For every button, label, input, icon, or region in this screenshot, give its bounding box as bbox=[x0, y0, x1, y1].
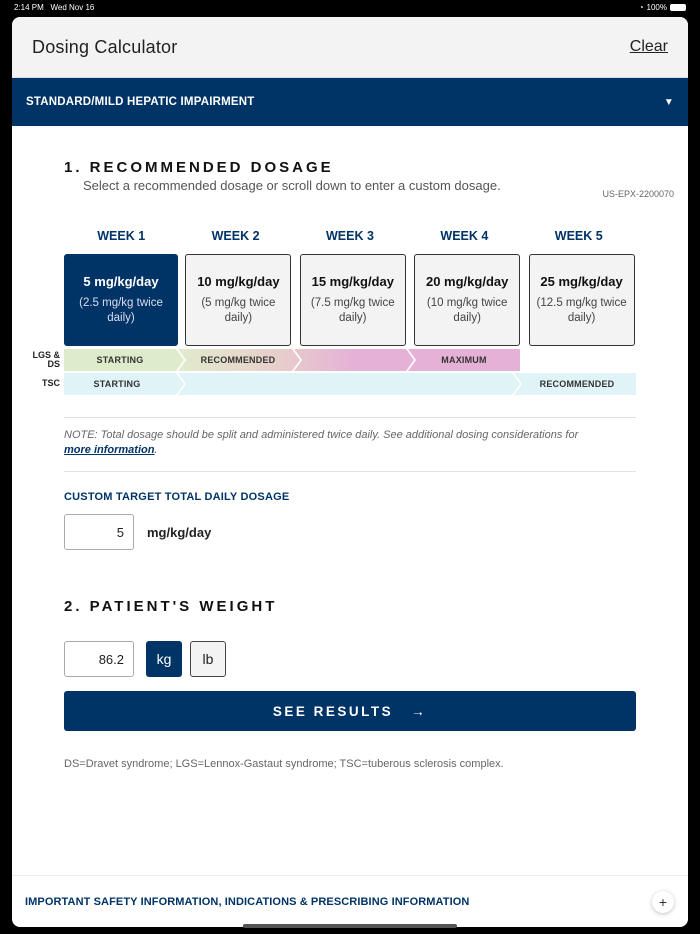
plus-icon[interactable]: + bbox=[652, 891, 674, 913]
week-label: WEEK 2 bbox=[211, 229, 260, 243]
divider bbox=[64, 471, 636, 472]
custom-dosage-row bbox=[64, 514, 211, 550]
week-label: WEEK 4 bbox=[440, 229, 489, 243]
custom-dosage-input[interactable]: 5 bbox=[64, 514, 134, 550]
week-dosage-options bbox=[64, 228, 636, 346]
dose-detail: (2.5 mg/kg twice daily) bbox=[79, 297, 163, 324]
week-5 bbox=[522, 228, 636, 346]
battery-icon bbox=[670, 4, 686, 11]
more-information-link[interactable]: more information bbox=[64, 444, 155, 456]
dose-detail: (7.5 mg/kg twice daily) bbox=[310, 297, 395, 324]
lgs-ds-row bbox=[30, 348, 642, 371]
important-safety-info-bar[interactable] bbox=[12, 875, 688, 927]
week-label: WEEK 1 bbox=[97, 229, 146, 243]
week-label: WEEK 3 bbox=[326, 229, 374, 243]
main-content bbox=[12, 126, 688, 856]
week-3 bbox=[293, 228, 407, 346]
dose-option-week-3[interactable] bbox=[300, 254, 406, 346]
unit-kg-button[interactable]: kg bbox=[146, 641, 182, 677]
dose-value: 15 mg/kg/day bbox=[311, 274, 394, 289]
week-4 bbox=[407, 228, 521, 346]
custom-dosage-unit: mg/kg/day bbox=[147, 524, 212, 540]
week-1 bbox=[64, 228, 178, 346]
header bbox=[12, 17, 688, 78]
impairment-label: STANDARD/MILD HEPATIC IMPAIRMENT bbox=[26, 96, 255, 108]
triangle-down-icon: ▼ bbox=[663, 96, 674, 108]
impairment-dropdown[interactable] bbox=[12, 78, 688, 126]
dose-option-week-1[interactable] bbox=[64, 254, 178, 346]
tsc-recommended: RECOMMENDED bbox=[539, 378, 615, 389]
lgs-ds-label: LGS & DS bbox=[32, 349, 60, 369]
see-results-button[interactable] bbox=[64, 691, 636, 731]
tsc-label: TSC bbox=[42, 378, 60, 388]
week-label: WEEK 5 bbox=[554, 229, 603, 243]
wifi-icon: ◔ bbox=[638, 2, 644, 12]
dose-value: 5 mg/kg/day bbox=[83, 274, 159, 289]
lgs-recommended: RECOMMENDED bbox=[200, 354, 276, 365]
note-end: . bbox=[154, 444, 158, 456]
titration-bars bbox=[30, 348, 642, 396]
dosing-note bbox=[64, 428, 584, 458]
abbreviations-footnote: DS=Dravet syndrome; LGS=Lennox-Gastaut syndrome; TSC=tuberous sclerosis complex. bbox=[64, 758, 504, 770]
lgs-maximum: MAXIMUM bbox=[441, 354, 487, 365]
document-code: US-EPX-2200070 bbox=[602, 189, 674, 199]
status-right bbox=[639, 3, 686, 12]
weight-input[interactable]: 86.2 bbox=[64, 641, 134, 677]
dosing-calculator-sheet bbox=[12, 17, 688, 927]
custom-dosage-label: CUSTOM TARGET TOTAL DAILY DOSAGE bbox=[64, 491, 290, 503]
arrow-right-icon: → bbox=[411, 703, 428, 719]
dose-value: 20 mg/kg/day bbox=[425, 274, 509, 289]
unit-lb-button[interactable]: lb bbox=[190, 641, 226, 677]
dose-detail: (10 mg/kg twice daily) bbox=[426, 297, 508, 324]
tsc-row bbox=[30, 372, 642, 395]
battery-percent: 100% bbox=[646, 2, 667, 12]
page-title: Dosing Calculator bbox=[32, 36, 178, 57]
dose-detail: (5 mg/kg twice daily) bbox=[201, 297, 276, 324]
divider bbox=[64, 417, 636, 418]
weight-row bbox=[64, 641, 226, 677]
lgs-starting: STARTING bbox=[96, 354, 144, 365]
home-indicator bbox=[243, 924, 457, 928]
dose-value: 25 mg/kg/day bbox=[540, 274, 623, 289]
section-subtitle: Select a recommended dosage or scroll down to enter a custom dosage. bbox=[83, 178, 501, 193]
status-bar bbox=[0, 0, 700, 14]
week-2 bbox=[178, 228, 292, 346]
note-text: NOTE: Total dosage should be split and administered twice daily. See additional dosing considerations for bbox=[64, 429, 579, 441]
dose-option-week-2[interactable] bbox=[185, 254, 291, 346]
clear-button[interactable]: Clear bbox=[629, 38, 668, 55]
status-time: 2:14 PM Wed Nov 16 bbox=[14, 2, 95, 12]
dose-detail: (12.5 mg/kg twice daily) bbox=[536, 297, 627, 324]
section-recommended-dosage-title: 1. RECOMMENDED DOSAGE bbox=[64, 159, 334, 176]
dose-value: 10 mg/kg/day bbox=[197, 274, 280, 289]
dose-option-week-5[interactable] bbox=[529, 254, 635, 346]
tsc-starting: STARTING bbox=[93, 378, 141, 389]
section-patient-weight-title: 2. PATIENT'S WEIGHT bbox=[64, 598, 278, 615]
see-results-label: SEE RESULTS bbox=[272, 703, 394, 719]
isi-label: IMPORTANT SAFETY INFORMATION, INDICATIONS & PRESCRIBING INFORMATION bbox=[25, 895, 470, 908]
dose-option-week-4[interactable] bbox=[414, 254, 520, 346]
